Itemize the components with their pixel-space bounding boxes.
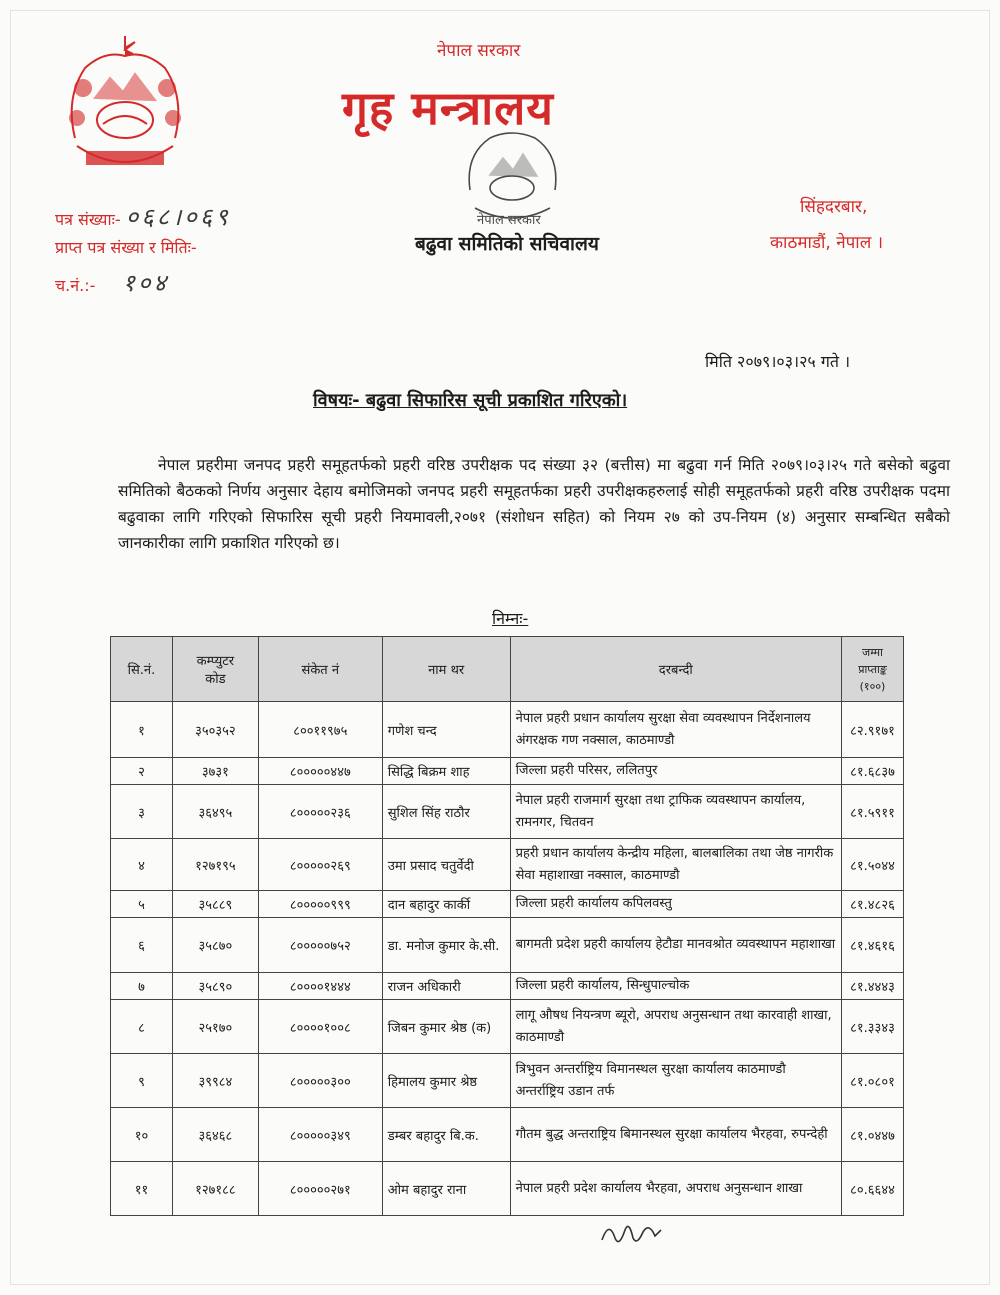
table-row — [111, 973, 904, 1000]
cell-name: सुशिल सिंह राठौर — [382, 785, 510, 839]
table-header-row — [111, 637, 904, 702]
cell-symbol-no: ८००११९७५ — [258, 702, 382, 758]
cell-symbol-no: ८०००००३४९ — [258, 1108, 382, 1162]
cell-name: हिमालय कुमार श्रेष्ठ — [382, 1054, 510, 1108]
letter-number-label: पत्र संख्याः- — [55, 210, 121, 229]
signature-icon — [597, 1212, 667, 1252]
cell-symbol-no: ८०००००७५२ — [258, 918, 382, 973]
cell-sn: ११ — [111, 1162, 173, 1216]
dispatch-number-row — [55, 266, 169, 299]
cell-computer-code: २५१७० — [172, 1000, 258, 1054]
header-post: दरबन्दी — [510, 637, 841, 702]
cell-sn: ८ — [111, 1000, 173, 1054]
cell-name: डा. मनोज कुमार के.सी. — [382, 918, 510, 973]
cell-symbol-no: ८०००००९९९ — [258, 891, 382, 918]
cell-sn: २ — [111, 758, 173, 785]
header-name: नाम थर — [382, 637, 510, 702]
cell-computer-code: १२७१८८ — [172, 1162, 258, 1216]
letter-number-row — [55, 200, 231, 233]
table-row — [111, 891, 904, 918]
cell-post: नेपाल प्रहरी राजमार्ग सुरक्षा तथा ट्राफिक व्यवस्थापन कार्यालय, रामनगर, चितवन — [510, 785, 841, 839]
cell-symbol-no: ८००००१४४४ — [258, 973, 382, 1000]
cell-post: प्रहरी प्रधान कार्यालय केन्द्रीय महिला, बालबालिका तथा जेष्ठ नागरीक सेवा महाशाखा नक्साल, काठमाण्डौ — [510, 839, 841, 891]
cell-symbol-no: ८०००००२३६ — [258, 785, 382, 839]
cell-computer-code: ३९९८४ — [172, 1054, 258, 1108]
table-row — [111, 758, 904, 785]
table-row — [111, 702, 904, 758]
cell-name: सिद्धि बिक्रम शाह — [382, 758, 510, 785]
cell-score: ८१.५९११ — [841, 785, 903, 839]
cell-name: गणेश चन्द — [382, 702, 510, 758]
cell-sn: ७ — [111, 973, 173, 1000]
header-computer-code: कम्प्युटर कोड — [172, 637, 258, 702]
cell-computer-code: ३६४९५ — [172, 785, 258, 839]
cell-score: ८१.०८०१ — [841, 1054, 903, 1108]
table-row — [111, 1162, 904, 1216]
cell-post: जिल्ला प्रहरी कार्यालय, सिन्धुपाल्चोक — [510, 973, 841, 1000]
cell-sn: ३ — [111, 785, 173, 839]
cell-name: ओम बहादुर राना — [382, 1162, 510, 1216]
body-paragraph — [118, 452, 950, 556]
cell-score: ८०.६६४४ — [841, 1162, 903, 1216]
government-name: नेपाल सरकार — [437, 41, 521, 61]
cell-post: गौतम बुद्ध अन्तराष्ट्रिय बिमानस्थल सुरक्षा कार्यालय भैरहवा, रुपन्देही — [510, 1108, 841, 1162]
cell-symbol-no: ८०००००२७१ — [258, 1162, 382, 1216]
cell-score: ८१.६८३७ — [841, 758, 903, 785]
cell-sn: ९ — [111, 1054, 173, 1108]
dispatch-number-value: १०४ — [122, 269, 169, 297]
cell-name: राजन अधिकारी — [382, 973, 510, 1000]
header-symbol-no: संकेत नं — [258, 637, 382, 702]
cell-computer-code: ३५८७० — [172, 918, 258, 973]
address-line-2: काठमाडौं, नेपाल । — [770, 233, 884, 253]
cell-computer-code: ३५०३५२ — [172, 702, 258, 758]
address-line-1: सिंहदरबार, — [800, 197, 868, 217]
cell-sn: १ — [111, 702, 173, 758]
document-date: मिति २०७९।०३।२५ गते । — [705, 352, 851, 371]
cell-post: लागू औषध नियन्त्रण ब्यूरो, अपराध अनुसन्धान तथा कारवाही शाखा, काठमाण्डौ — [510, 1000, 841, 1054]
cell-score: ८१.०४४७ — [841, 1108, 903, 1162]
cell-computer-code: ३५८९० — [172, 973, 258, 1000]
header-sn: सि.नं. — [111, 637, 173, 702]
cell-name: दान बहादुर कार्की — [382, 891, 510, 918]
table-row — [111, 785, 904, 839]
cell-sn: ५ — [111, 891, 173, 918]
cell-symbol-no: ८००००१००८ — [258, 1000, 382, 1054]
cell-sn: ४ — [111, 839, 173, 891]
cell-score: ८१.५०४४ — [841, 839, 903, 891]
cell-symbol-no: ८०००००३०० — [258, 1054, 382, 1108]
cell-score: ८१.४८२६ — [841, 891, 903, 918]
table-row — [111, 1054, 904, 1108]
subject-line: विषयः- बढुवा सिफारिस सूची प्रकाशित गरिएको। — [313, 390, 628, 411]
table-row — [111, 839, 904, 891]
cell-sn: १० — [111, 1108, 173, 1162]
table-row — [111, 1000, 904, 1054]
cell-computer-code: ३६४६८ — [172, 1108, 258, 1162]
letter-number-value: ०६८।०६९ — [125, 203, 231, 231]
cell-name: उमा प्रसाद चतुर्वेदी — [382, 839, 510, 891]
cell-computer-code: ३७३१ — [172, 758, 258, 785]
cell-symbol-no: ८०००००४४७ — [258, 758, 382, 785]
cell-post: बागमती प्रदेश प्रहरी कार्यालय हेटौडा मानवश्रोत व्यवस्थापन महाशाखा — [510, 918, 841, 973]
cell-computer-code: ३५८८९ — [172, 891, 258, 918]
cell-score: ८१.४६१६ — [841, 918, 903, 973]
secretariat-name: बढुवा समितिको सचिवालय — [415, 233, 599, 255]
promotion-recommendation-table — [110, 636, 904, 1216]
cell-post: त्रिभुवन अन्तर्राष्ट्रिय विमानस्थल सुरक्षा कार्यालय काठमाण्डौ अन्तर्राष्ट्रिय उडान तर्फ — [510, 1054, 841, 1108]
cell-name: डम्बर बहादुर बि.क. — [382, 1108, 510, 1162]
cell-score: ८२.९१७१ — [841, 702, 903, 758]
cell-score: ८१.३३४३ — [841, 1000, 903, 1054]
ministry-title: गृह मन्त्रालय — [342, 81, 554, 135]
cell-post: जिल्ला प्रहरी परिसर, ललितपुर — [510, 758, 841, 785]
cell-symbol-no: ८०००००२६९ — [258, 839, 382, 891]
table-row — [111, 1108, 904, 1162]
header-score: जम्मा प्राप्ताङ्क (१००) — [841, 637, 903, 702]
cell-score: ८१.४४४३ — [841, 973, 903, 1000]
list-heading: निम्नः- — [492, 609, 529, 628]
table-row — [111, 918, 904, 973]
cell-post: नेपाल प्रहरी प्रदेश कार्यालय भैरहवा, अपराध अनुसन्धान शाखा — [510, 1162, 841, 1216]
cell-computer-code: १२७१९५ — [172, 839, 258, 891]
body-text: नेपाल प्रहरीमा जनपद प्रहरी समूहतर्फको प्रहरी वरिष्ठ उपरीक्षक पद संख्या ३२ (बत्तीस) मा बढुवा गर्न मिति २०७९।०३।२५ गते बसेको बढुवा समितिको बैठकको निर्णय अनुसार देहाय बमोजिमको जनपद प्रहरी समूहतर्फका प्रहरी उपरीक्षकहरुलाई सोही समूहतर्फको प्रहरी वरिष्ठ उपरीक्षक पदमा बढुवाका लागि गरिएको सिफारिस सूची प्रहरी नियमावली,२०७१ (संशोधन सहित) को नियम २७ को उप-नियम (४) अनुसार सम्बन्धित सबैको जानकारीका लागि प्रकाशित गरिएको छ। — [118, 456, 950, 552]
cell-sn: ६ — [111, 918, 173, 973]
cell-post: नेपाल प्रहरी प्रधान कार्यालय सुरक्षा सेवा व्यवस्थापन निर्देशनालय अंगरक्षक गण नक्साल, काठमाण्डौ — [510, 702, 841, 758]
nepal-emblem-icon — [55, 28, 195, 188]
svg-text:नेपाल सरकार: नेपाल सरकार — [477, 213, 541, 228]
dispatch-number-label: च.नं.:- — [55, 276, 96, 295]
cell-post: जिल्ला प्रहरी कार्यालय कपिलवस्तु — [510, 891, 841, 918]
received-letter-label: प्राप्त पत्र संख्या र मितिः- — [55, 238, 197, 257]
cell-name: जिबन कुमार श्रेष्ठ (क) — [382, 1000, 510, 1054]
